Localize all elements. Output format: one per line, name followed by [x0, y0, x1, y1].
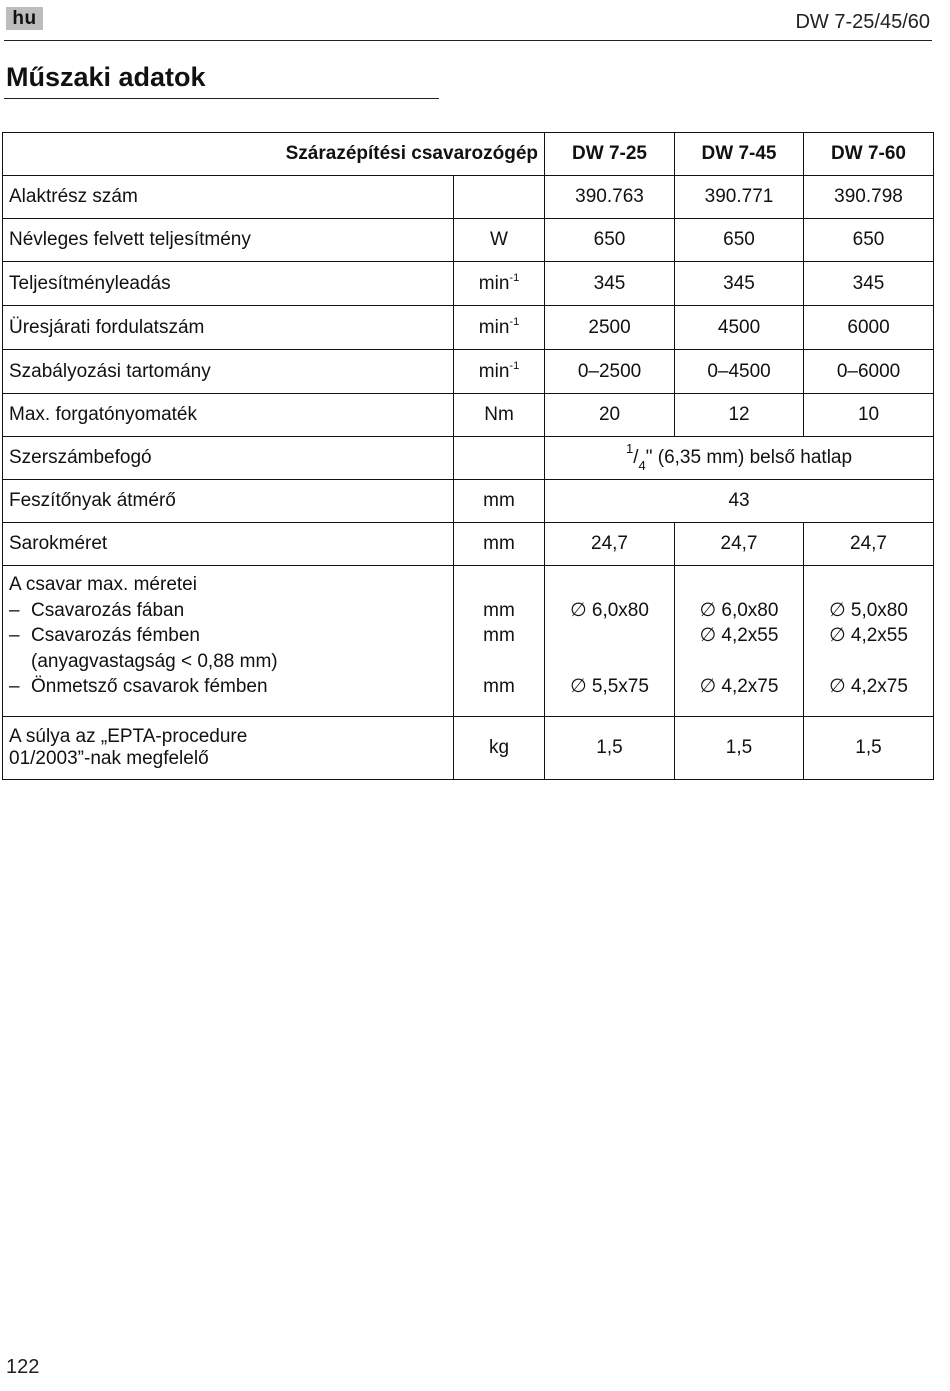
- table-row: [3, 262, 934, 306]
- row-value: ∅ 4,2x75: [829, 676, 908, 697]
- screw-wood-item: [9, 598, 447, 624]
- unit-exponent: -1: [509, 315, 520, 328]
- header-divider: [4, 40, 932, 41]
- language-badge: hu: [6, 7, 43, 30]
- row-unit: mm: [483, 625, 515, 646]
- row-value: 6000: [804, 306, 934, 350]
- row-unit: kg: [454, 717, 545, 780]
- row-value: 4500: [675, 306, 804, 350]
- row-label: Max. forgatónyomaték: [3, 394, 454, 437]
- title-underline: [4, 98, 439, 99]
- row-value: 12: [675, 394, 804, 437]
- row-value: 345: [804, 262, 934, 306]
- row-label: Üresjárati fordulatszám: [3, 306, 454, 350]
- page-title: Műszaki adatok: [6, 62, 206, 92]
- row-value: 650: [804, 219, 934, 262]
- fraction-numerator: 1: [625, 441, 634, 456]
- blank-line: [460, 572, 538, 598]
- row-unit: [454, 176, 545, 219]
- row-value: ∅ 5,5x75: [570, 676, 649, 697]
- row-unit: [454, 350, 545, 394]
- unit-text: min: [478, 316, 510, 338]
- unit-exponent: -1: [509, 359, 520, 372]
- unit-text: min: [478, 360, 510, 382]
- table-header-row: [3, 133, 934, 176]
- row-label: Sarokméret: [3, 523, 454, 566]
- row-unit: mm: [454, 523, 545, 566]
- screw-wood-label: Csavarozás fában: [31, 599, 185, 621]
- fraction-denominator: 4: [638, 458, 646, 473]
- screw-self-item: [9, 674, 447, 700]
- row-value: ∅ 6,0x80: [699, 599, 779, 621]
- row-unit: [454, 437, 545, 480]
- row-value: ∅ 4,2x55: [699, 625, 779, 646]
- row-value: 345: [675, 262, 804, 306]
- row-value: 0–4500: [675, 350, 804, 394]
- row-unit: [454, 306, 545, 350]
- blank-line: [681, 649, 797, 675]
- blank-line: [551, 572, 668, 598]
- screw-title: A csavar max. méretei: [9, 574, 197, 595]
- screw-values-dw760: [804, 566, 934, 717]
- table-row: [3, 350, 934, 394]
- row-label: Alaktrész szám: [3, 176, 454, 219]
- dash: –: [9, 625, 20, 646]
- screw-values-dw725: [545, 566, 675, 717]
- row-unit: mm: [454, 480, 545, 523]
- blank-line: [551, 649, 668, 675]
- row-unit: [454, 262, 545, 306]
- table-row: [3, 437, 934, 480]
- row-value: 345: [545, 262, 675, 306]
- weight-label: [3, 717, 454, 780]
- table-row: [3, 176, 934, 219]
- row-value: 24,7: [804, 523, 934, 566]
- table-heading: Szárazépítési csavarozógép: [3, 133, 545, 176]
- model-header: DW 7-60: [804, 133, 934, 176]
- row-unit: mm: [483, 599, 515, 621]
- screw-values-dw745: [675, 566, 804, 717]
- table-row: [3, 394, 934, 437]
- row-value: 390.798: [804, 176, 934, 219]
- row-value: ∅ 6,0x80: [570, 599, 649, 621]
- table-row: [3, 523, 934, 566]
- row-label: Szerszámbefogó: [3, 437, 454, 480]
- row-value: 650: [675, 219, 804, 262]
- row-value: 390.763: [545, 176, 675, 219]
- row-label: Szabályozási tartomány: [3, 350, 454, 394]
- blank-line: [810, 649, 927, 675]
- row-value: [551, 623, 668, 649]
- table-row: [3, 480, 934, 523]
- screw-metal-item: [9, 623, 447, 649]
- dash: –: [9, 599, 20, 621]
- screw-size-row: [3, 566, 934, 717]
- row-value: 24,7: [675, 523, 804, 566]
- table-row: [3, 306, 934, 350]
- row-label: Teljesítményleadás: [3, 262, 454, 306]
- screw-units: [454, 566, 545, 717]
- row-label: Feszítőnyak átmérő: [3, 480, 454, 523]
- row-value: ∅ 5,0x80: [829, 599, 908, 621]
- row-label: Névleges felvett teljesítmény: [3, 219, 454, 262]
- screw-metal-note: (anyagvastagság < 0,88 mm): [31, 650, 278, 672]
- row-value: 1,5: [804, 717, 934, 780]
- table-row: [3, 219, 934, 262]
- weight-row: [3, 717, 934, 780]
- merged-text: " (6,35 mm) belső hatlap: [645, 447, 853, 468]
- screw-self-label: Önmetsző csavarok fémben: [31, 676, 268, 697]
- model-header: DW 7-25: [545, 133, 675, 176]
- unit-exponent: -1: [509, 271, 520, 284]
- row-unit: mm: [483, 676, 515, 697]
- row-value: 1,5: [675, 717, 804, 780]
- row-value: 0–2500: [545, 350, 675, 394]
- row-unit: Nm: [454, 394, 545, 437]
- fraction: $^1/_4$: [625, 441, 646, 473]
- specifications-table: [2, 132, 934, 780]
- blank-line: [460, 649, 538, 675]
- dash: –: [9, 676, 20, 697]
- merged-value: 43: [545, 480, 934, 523]
- row-value: 2500: [545, 306, 675, 350]
- merged-value: [545, 437, 934, 480]
- row-value: ∅ 4,2x75: [699, 676, 779, 697]
- row-value: 24,7: [545, 523, 675, 566]
- blank-line: [810, 572, 927, 598]
- row-value: 0–6000: [804, 350, 934, 394]
- row-value: 1,5: [545, 717, 675, 780]
- row-value: 650: [545, 219, 675, 262]
- screw-metal-label: Csavarozás fémben: [31, 625, 200, 646]
- row-unit: W: [454, 219, 545, 262]
- row-value: 20: [545, 394, 675, 437]
- unit-text: min: [478, 272, 510, 294]
- weight-label-line: 01/2003”-nak megfelelő: [9, 748, 209, 769]
- weight-label-line: A súlya az „EPTA-procedure: [9, 726, 248, 747]
- page-number: 122: [6, 1356, 40, 1378]
- screw-labels: [3, 566, 454, 717]
- row-value: 390.771: [675, 176, 804, 219]
- model-header: DW 7-45: [675, 133, 804, 176]
- document-model: DW 7-25/45/60: [795, 11, 930, 33]
- row-value: ∅ 4,2x55: [829, 625, 908, 646]
- row-value: 10: [804, 394, 934, 437]
- blank-line: [681, 572, 797, 598]
